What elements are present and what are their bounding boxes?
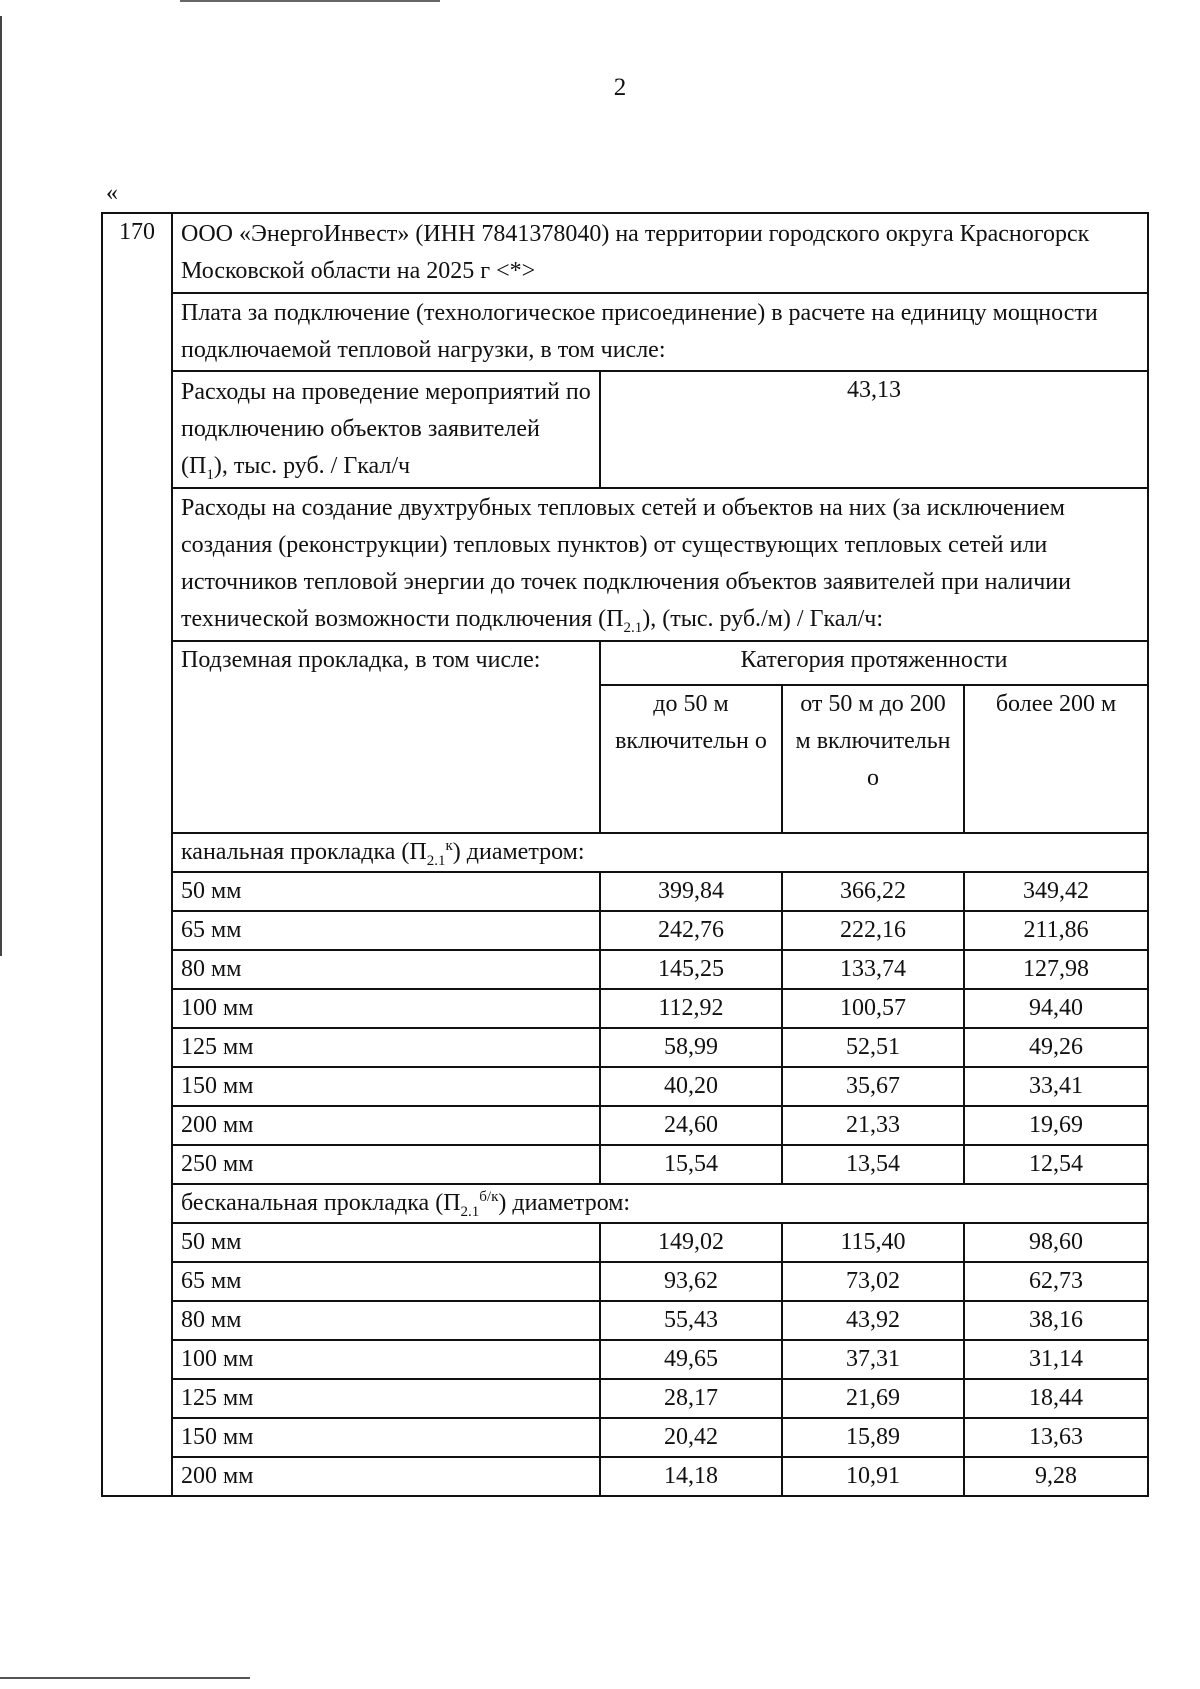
channelless-diameter: 65 мм (172, 1262, 600, 1301)
channel-diameter: 65 мм (172, 911, 600, 950)
channel-value-up-to-50: 399,84 (600, 872, 782, 911)
p1-value: 43,13 (600, 371, 1148, 488)
fee-heading: Плата за подключение (технологическое присоединение) в расчете на единицу мощности подключаемой тепловой нагрузки, в том числе: (172, 293, 1148, 371)
channelless-value-up-to-50: 20,42 (600, 1418, 782, 1457)
channelless-value-over-200: 98,60 (964, 1223, 1148, 1262)
channel-value-up-to-50: 15,54 (600, 1145, 782, 1184)
channel-diameter: 125 мм (172, 1028, 600, 1067)
channel-diameter: 150 мм (172, 1067, 600, 1106)
channelless-value-over-200: 18,44 (964, 1379, 1148, 1418)
channelless-diameter: 100 мм (172, 1340, 600, 1379)
channel-value-up-to-50: 112,92 (600, 989, 782, 1028)
channelless-value-over-200: 31,14 (964, 1340, 1148, 1379)
channelless-row (102, 1379, 1148, 1418)
channel-value-over-200: 211,86 (964, 911, 1148, 950)
category-heading: Категория протяженности (600, 641, 1148, 685)
row-number: 170 (102, 213, 172, 1496)
channel-row (102, 911, 1148, 950)
channel-value-50-to-200: 366,22 (782, 872, 964, 911)
channelless-value-50-to-200: 21,69 (782, 1379, 964, 1418)
channelless-value-up-to-50: 55,43 (600, 1301, 782, 1340)
channelless-value-50-to-200: 10,91 (782, 1457, 964, 1496)
p21-heading: Расходы на создание двухтрубных тепловых сетей и объектов на них (за исключением создания (реконструкции) тепловых пунктов) от существующих тепловых сетей или источников тепловой энергии до точек подключения объектов заявителей при наличии технической возможности подключения $(П_{2.1})$, (тыс. руб./м) / Гкал/ч: (172, 488, 1148, 641)
channel-value-up-to-50: 242,76 (600, 911, 782, 950)
channel-value-up-to-50: 40,20 (600, 1067, 782, 1106)
channelless-value-over-200: 9,28 (964, 1457, 1148, 1496)
channelless-value-up-to-50: 14,18 (600, 1457, 782, 1496)
col-over-200: более 200 м (964, 685, 1148, 833)
channelless-value-up-to-50: 93,62 (600, 1262, 782, 1301)
channel-diameter: 50 мм (172, 872, 600, 911)
p1-label: Расходы на проведение мероприятий по подключению объектов заявителей $(П_1)$, тыс. руб. / Гкал/ч (172, 371, 600, 488)
channelless-diameter: 80 мм (172, 1301, 600, 1340)
channelless-diameter: 50 мм (172, 1223, 600, 1262)
tariff-table (101, 212, 1149, 1497)
channelless-row (102, 1418, 1148, 1457)
channel-value-over-200: 127,98 (964, 950, 1148, 989)
channelless-value-up-to-50: 149,02 (600, 1223, 782, 1262)
p1-row (102, 371, 1148, 488)
channelless-value-over-200: 13,63 (964, 1418, 1148, 1457)
channelless-value-50-to-200: 15,89 (782, 1418, 964, 1457)
col-50-to-200: от 50 м до 200 м включительн о (782, 685, 964, 833)
channelless-value-over-200: 62,73 (964, 1262, 1148, 1301)
channel-value-up-to-50: 145,25 (600, 950, 782, 989)
scan-edge-bottom (0, 1677, 250, 1679)
col-up-to-50: до 50 м включительн о (600, 685, 782, 833)
channelless-value-50-to-200: 43,92 (782, 1301, 964, 1340)
channelless-row (102, 1223, 1148, 1262)
channel-row (102, 1028, 1148, 1067)
channel-value-over-200: 94,40 (964, 989, 1148, 1028)
channel-row (102, 872, 1148, 911)
channel-value-50-to-200: 100,57 (782, 989, 964, 1028)
channel-value-50-to-200: 13,54 (782, 1145, 964, 1184)
opening-quote: « (106, 180, 118, 206)
channelless-value-50-to-200: 37,31 (782, 1340, 964, 1379)
channelless-value-over-200: 38,16 (964, 1301, 1148, 1340)
channel-value-up-to-50: 58,99 (600, 1028, 782, 1067)
underground-label: Подземная прокладка, в том числе: (172, 641, 600, 833)
channel-heading: канальная прокладка $(П_{2.1}^к)$ диаметром: (172, 833, 1148, 872)
channelless-value-up-to-50: 49,65 (600, 1340, 782, 1379)
channelless-heading: бесканальная прокладка $(П_{2.1}^{б/к})$ диаметром: (172, 1184, 1148, 1223)
channel-row (102, 989, 1148, 1028)
channel-value-over-200: 12,54 (964, 1145, 1148, 1184)
channel-diameter: 80 мм (172, 950, 600, 989)
channel-row (102, 1106, 1148, 1145)
channelless-row (102, 1340, 1148, 1379)
organization-name: ООО «ЭнергоИнвест» (ИНН 7841378040) на территории городского округа Красногорск Московской области на 2025 г <*> (172, 213, 1148, 293)
channel-diameter: 250 мм (172, 1145, 600, 1184)
p21-heading-row (102, 488, 1148, 641)
channel-diameter: 100 мм (172, 989, 600, 1028)
channel-value-50-to-200: 133,74 (782, 950, 964, 989)
page-number: 2 (613, 74, 627, 101)
channel-value-over-200: 33,41 (964, 1067, 1148, 1106)
category-header-row (102, 641, 1148, 685)
channelless-value-50-to-200: 115,40 (782, 1223, 964, 1262)
channel-heading-row (102, 833, 1148, 872)
organization-row (102, 213, 1148, 293)
channel-row (102, 1067, 1148, 1106)
channelless-value-up-to-50: 28,17 (600, 1379, 782, 1418)
channelless-row (102, 1457, 1148, 1496)
channel-value-50-to-200: 52,51 (782, 1028, 964, 1067)
channelless-heading-row (102, 1184, 1148, 1223)
fee-heading-row (102, 293, 1148, 371)
channel-value-50-to-200: 222,16 (782, 911, 964, 950)
channel-value-up-to-50: 24,60 (600, 1106, 782, 1145)
scan-edge-top (180, 0, 440, 2)
channelless-diameter: 150 мм (172, 1418, 600, 1457)
channel-diameter: 200 мм (172, 1106, 600, 1145)
channel-value-over-200: 19,69 (964, 1106, 1148, 1145)
channel-row (102, 1145, 1148, 1184)
channelless-diameter: 200 мм (172, 1457, 600, 1496)
channel-value-50-to-200: 21,33 (782, 1106, 964, 1145)
channel-row (102, 950, 1148, 989)
channel-value-over-200: 349,42 (964, 872, 1148, 911)
channelless-row (102, 1262, 1148, 1301)
channelless-value-50-to-200: 73,02 (782, 1262, 964, 1301)
channel-value-50-to-200: 35,67 (782, 1067, 964, 1106)
scan-edge-left (0, 16, 2, 956)
channel-value-over-200: 49,26 (964, 1028, 1148, 1067)
channelless-row (102, 1301, 1148, 1340)
channelless-diameter: 125 мм (172, 1379, 600, 1418)
